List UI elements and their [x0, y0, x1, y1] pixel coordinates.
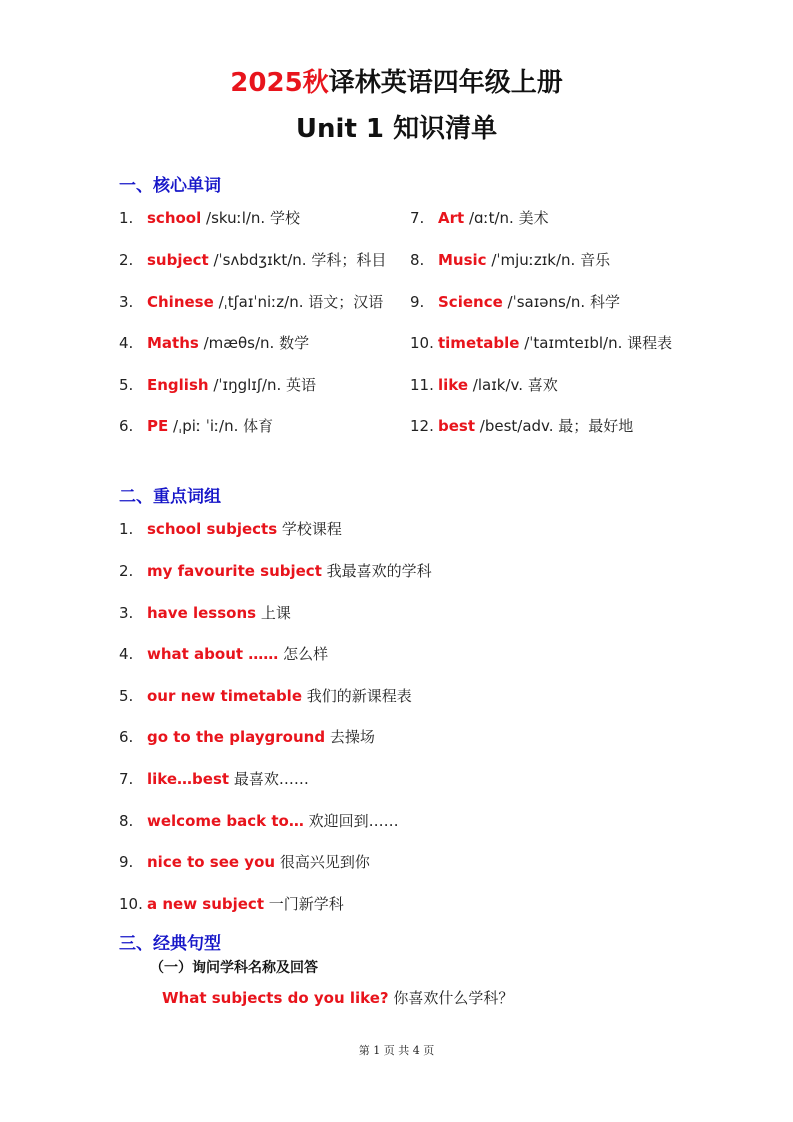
phrase-chinese: 欢迎回到……	[303, 812, 399, 830]
word-definition: /skuːl/n. 学校	[201, 209, 300, 227]
phrase-item	[119, 811, 399, 831]
word-item	[410, 416, 633, 436]
word-item	[119, 250, 386, 270]
item-number: 9.	[410, 293, 425, 311]
word-item	[410, 208, 549, 228]
word-definition: /ˈsʌbdʒɪkt/n. 学科；科目	[208, 251, 387, 269]
phrase-english: school subjects	[147, 520, 278, 538]
item-number: 5.	[119, 687, 134, 705]
word-definition: /ˈɪŋglɪʃ/n. 英语	[208, 376, 316, 394]
word-english: subject	[147, 251, 209, 269]
word-definition: /ˌtʃaɪˈniːz/n. 语文；汉语	[213, 293, 384, 311]
word-item	[119, 333, 309, 353]
phrase-item	[119, 603, 291, 623]
title-season: 秋	[302, 68, 329, 98]
item-number: 1.	[119, 209, 134, 227]
item-number: 3.	[119, 604, 134, 622]
item-number: 6.	[119, 728, 134, 746]
page-footer: 第 1 页 共 4 页	[358, 1044, 435, 1057]
phrase-english: have lessons	[147, 604, 257, 622]
item-number: 2.	[119, 562, 134, 580]
sentence-chinese: 你喜欢什么学科？	[388, 989, 514, 1007]
word-english: Art	[438, 209, 465, 227]
phrase-english: what about ……	[147, 645, 279, 663]
phrase-item	[119, 852, 370, 872]
phrase-item	[119, 644, 328, 664]
item-number: 2.	[119, 251, 134, 269]
word-item	[119, 292, 383, 312]
phrase-item	[119, 686, 412, 706]
item-number: 1.	[119, 520, 134, 538]
phrase-chinese: 去操场	[325, 728, 375, 746]
item-number: 7.	[410, 209, 425, 227]
phrase-english: welcome back to…	[147, 812, 304, 830]
word-item	[119, 208, 300, 228]
section-heading-words: 一、核心单词	[119, 176, 221, 196]
title-book: 译林英语四年级上册	[328, 68, 563, 98]
word-english: Maths	[147, 334, 199, 352]
word-item	[119, 416, 273, 436]
item-number: 7.	[119, 770, 134, 788]
item-number: 10.	[410, 334, 434, 352]
item-number: 11.	[410, 376, 434, 394]
phrase-english: a new subject	[147, 895, 264, 913]
item-number: 4.	[119, 645, 134, 663]
item-number: 8.	[410, 251, 425, 269]
word-english: timetable	[438, 334, 520, 352]
phrase-english: nice to see you	[147, 853, 276, 871]
phrase-chinese: 最喜欢……	[229, 770, 309, 788]
example-sentence	[162, 988, 513, 1008]
item-number: 10.	[119, 895, 143, 913]
item-number: 8.	[119, 812, 134, 830]
word-definition: /best/adv. 最；最好地	[475, 417, 634, 435]
item-number: 9.	[119, 853, 134, 871]
phrase-english: our new timetable	[147, 687, 302, 705]
phrase-item	[119, 519, 342, 539]
word-definition: /laɪk/v. 喜欢	[468, 376, 558, 394]
word-definition: /ɑːt/n. 美术	[464, 209, 549, 227]
word-definition: /ˈmjuːzɪk/n. 音乐	[486, 251, 611, 269]
phrase-chinese: 上课	[256, 604, 291, 622]
phrase-chinese: 我们的新课程表	[302, 687, 412, 705]
phrase-english: my favourite subject	[147, 562, 322, 580]
word-english: like	[438, 376, 469, 394]
phrase-item	[119, 894, 344, 914]
word-english: Science	[438, 293, 503, 311]
word-item	[410, 375, 558, 395]
item-number: 6.	[119, 417, 134, 435]
item-number: 4.	[119, 334, 134, 352]
word-item	[410, 250, 610, 270]
word-english: English	[147, 376, 209, 394]
item-number: 3.	[119, 293, 134, 311]
document-title	[0, 64, 793, 102]
phrase-item	[119, 727, 375, 747]
word-english: Chinese	[147, 293, 214, 311]
phrase-chinese: 学校课程	[277, 520, 342, 538]
phrase-item	[119, 769, 309, 789]
phrase-item	[119, 561, 432, 581]
word-english: school	[147, 209, 202, 227]
section-heading-sentences: 三、经典句型	[119, 934, 221, 954]
word-item	[410, 292, 620, 312]
sentence-group-heading: （一）询问学科名称及回答	[150, 960, 318, 976]
word-definition: /mæθs/n. 数学	[198, 334, 310, 352]
word-definition: /ˈtaɪmteɪbl/n. 课程表	[519, 334, 673, 352]
document-subtitle: Unit 1 知识清单	[295, 114, 498, 144]
word-english: Music	[438, 251, 487, 269]
phrase-english: go to the playground	[147, 728, 326, 746]
word-english: PE	[147, 417, 169, 435]
word-definition: /ˌpiː ˈiː/n. 体育	[168, 417, 274, 435]
item-number: 5.	[119, 376, 134, 394]
word-english: best	[438, 417, 476, 435]
phrase-chinese: 一门新学科	[264, 895, 344, 913]
phrase-english: like…best	[147, 770, 230, 788]
phrase-chinese: 很高兴见到你	[275, 853, 370, 871]
word-item	[410, 333, 672, 353]
word-item	[119, 375, 316, 395]
item-number: 12.	[410, 417, 434, 435]
word-definition: /ˈsaɪəns/n. 科学	[502, 293, 620, 311]
phrase-chinese: 我最喜欢的学科	[321, 562, 432, 580]
section-heading-phrases: 二、重点词组	[119, 487, 221, 507]
title-year: 2025	[230, 68, 303, 98]
sentence-english: What subjects do you like?	[162, 989, 389, 1007]
phrase-chinese: 怎么样	[278, 645, 329, 663]
